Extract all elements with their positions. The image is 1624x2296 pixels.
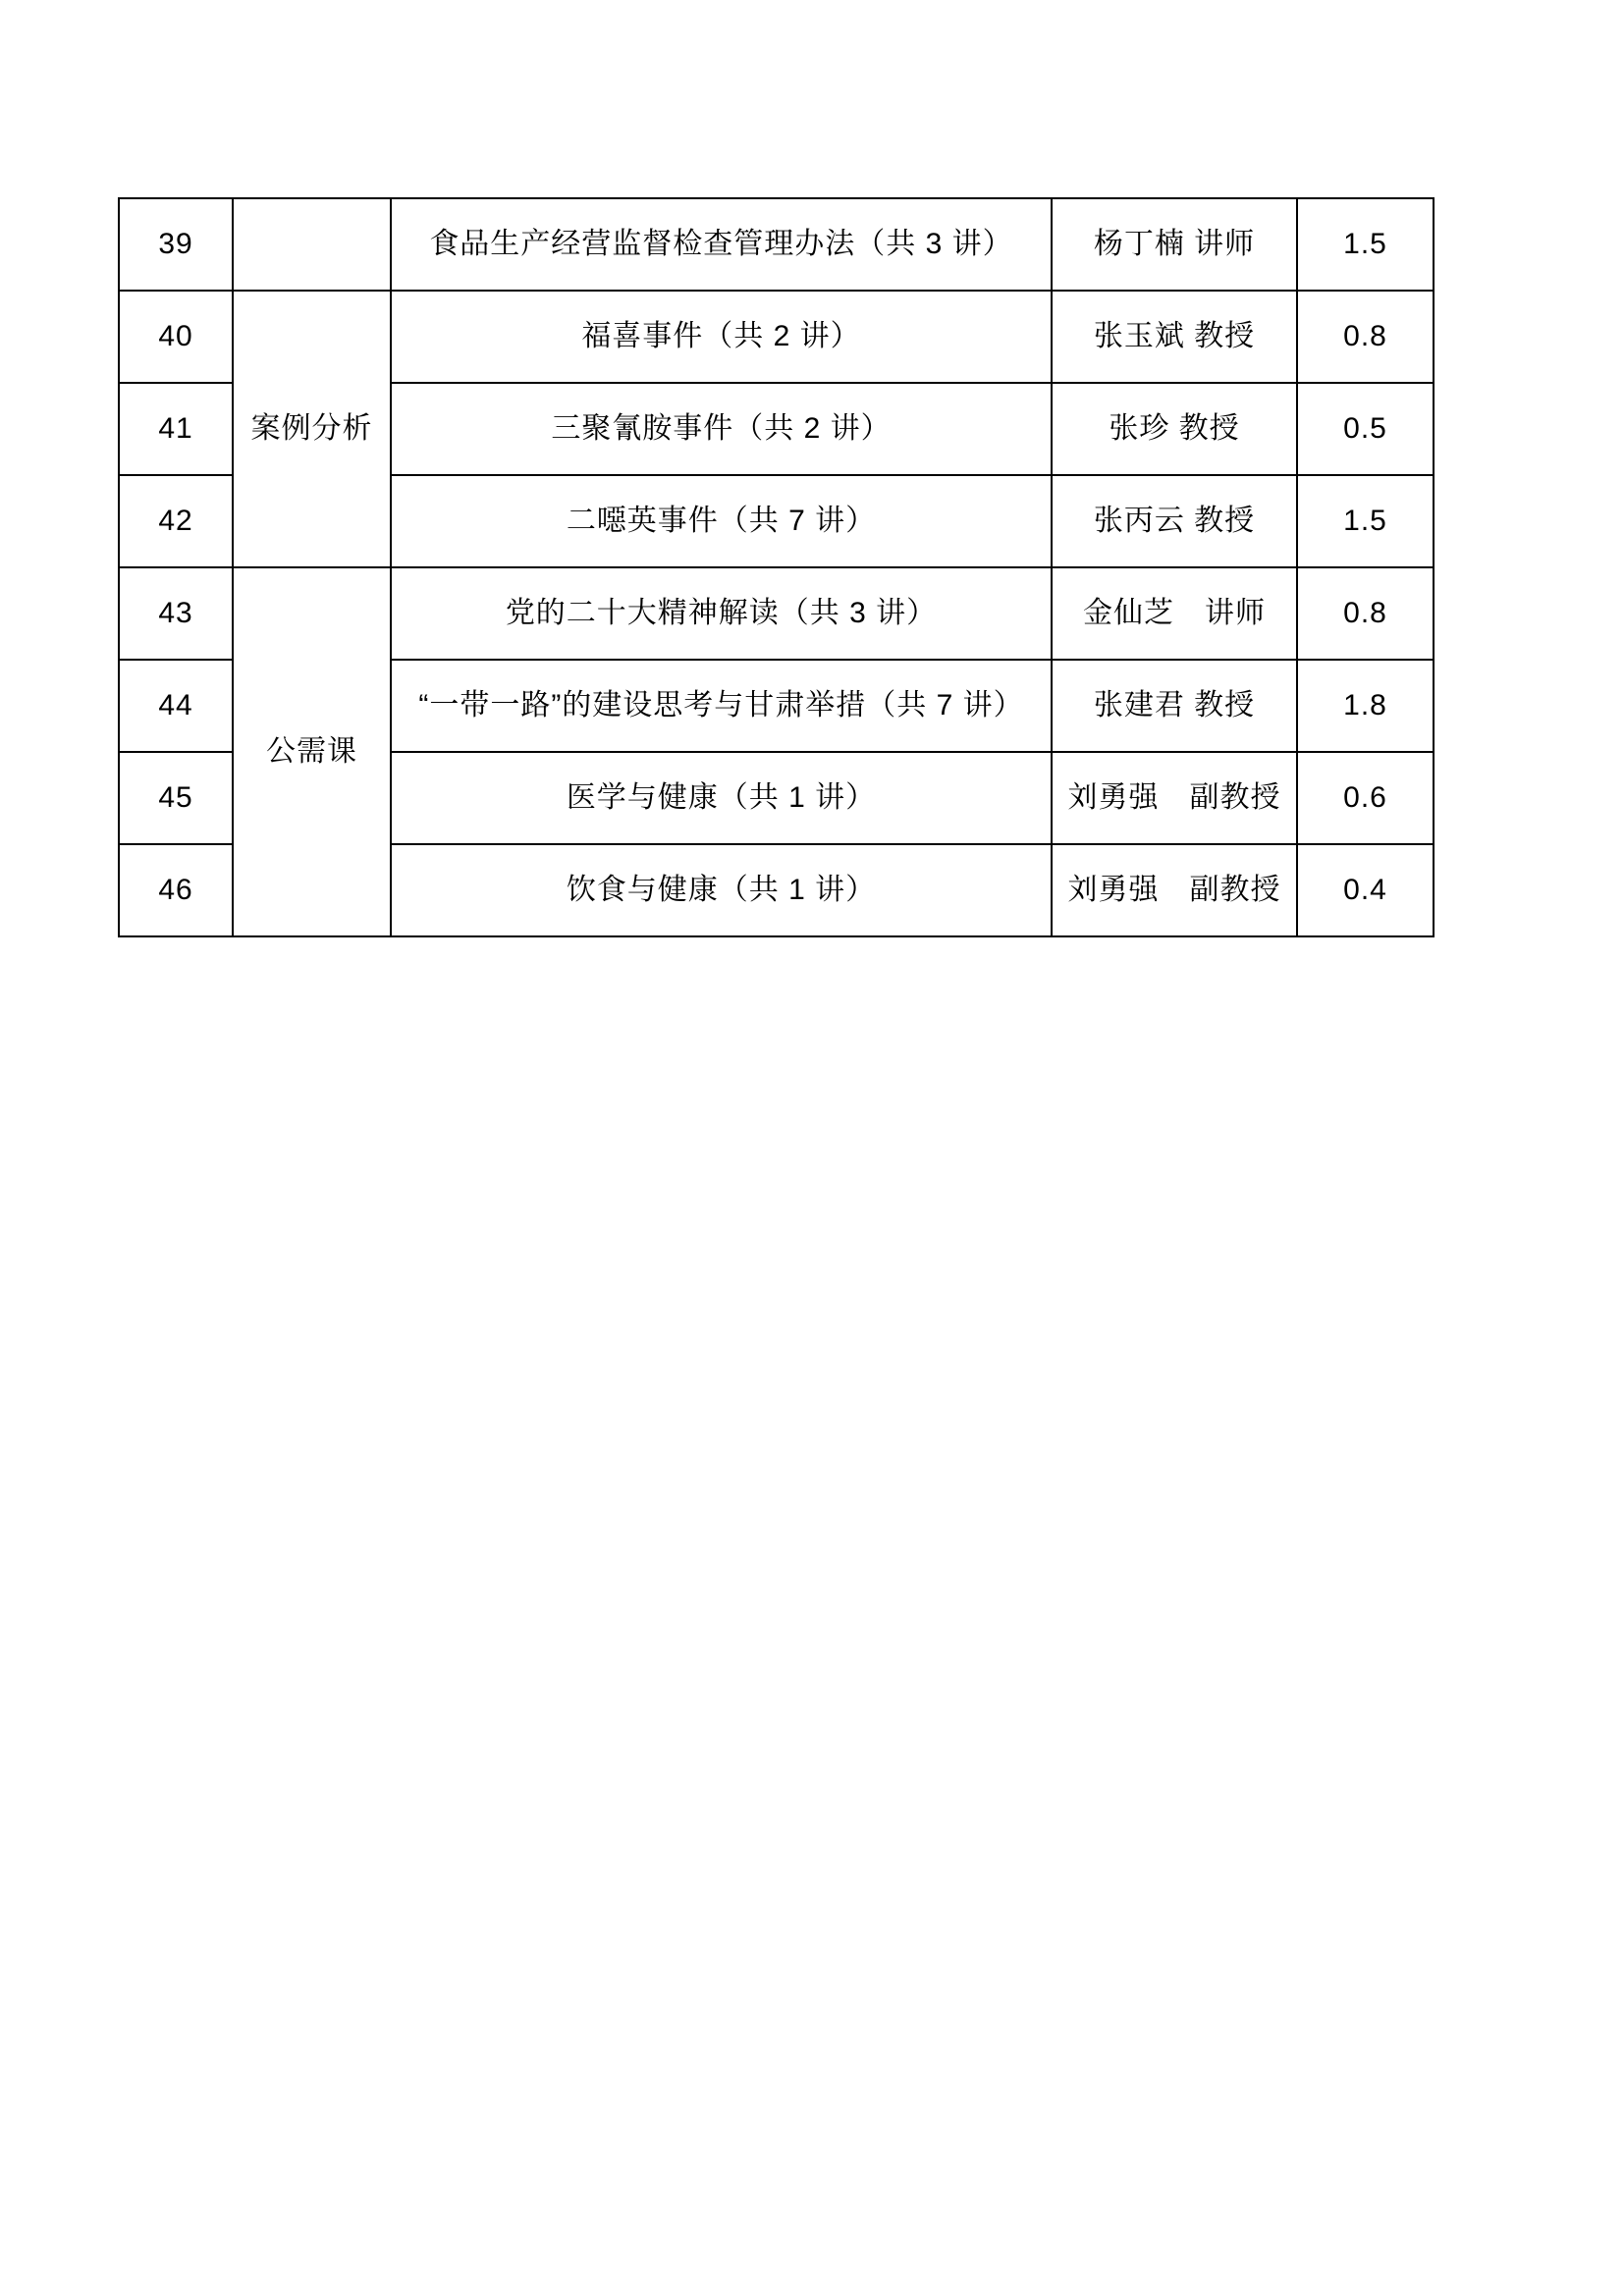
category-cell: [233, 198, 391, 291]
row-number-cell: 46: [119, 844, 233, 936]
instructor-cell: 张建君 教授: [1052, 660, 1297, 752]
row-number-cell: 45: [119, 752, 233, 844]
credit-cell: 1.5: [1297, 198, 1434, 291]
instructor-cell: 张玉斌 教授: [1052, 291, 1297, 383]
credit-cell: 1.5: [1297, 475, 1434, 567]
instructor-cell: 刘勇强 副教授: [1052, 844, 1297, 936]
course-cell: 三聚氰胺事件（共 2 讲）: [391, 383, 1052, 475]
instructor-cell: 张丙云 教授: [1052, 475, 1297, 567]
row-number-cell: 42: [119, 475, 233, 567]
course-cell: 福喜事件（共 2 讲）: [391, 291, 1052, 383]
course-cell: 食品生产经营监督检查管理办法（共 3 讲）: [391, 198, 1052, 291]
course-cell: “一带一路”的建设思考与甘肃举措（共 7 讲）: [391, 660, 1052, 752]
course-cell: 二噁英事件（共 7 讲）: [391, 475, 1052, 567]
instructor-cell: 张珍 教授: [1052, 383, 1297, 475]
credit-cell: 0.8: [1297, 567, 1434, 660]
table-row: [119, 291, 1434, 383]
instructor-cell: 刘勇强 副教授: [1052, 752, 1297, 844]
credit-cell: 1.8: [1297, 660, 1434, 752]
row-number-cell: 39: [119, 198, 233, 291]
instructor-cell: 金仙芝 讲师: [1052, 567, 1297, 660]
credit-cell: 0.6: [1297, 752, 1434, 844]
course-cell: 医学与健康（共 1 讲）: [391, 752, 1052, 844]
credit-cell: 0.5: [1297, 383, 1434, 475]
table-row: [119, 198, 1434, 291]
table-row: [119, 567, 1434, 660]
instructor-cell: 杨丁楠 讲师: [1052, 198, 1297, 291]
course-cell: 饮食与健康（共 1 讲）: [391, 844, 1052, 936]
credit-cell: 0.8: [1297, 291, 1434, 383]
credit-cell: 0.4: [1297, 844, 1434, 936]
row-number-cell: 41: [119, 383, 233, 475]
row-number-cell: 43: [119, 567, 233, 660]
category-cell: 公需课: [233, 567, 391, 936]
course-cell: 党的二十大精神解读（共 3 讲）: [391, 567, 1052, 660]
row-number-cell: 44: [119, 660, 233, 752]
course-table: [118, 197, 1435, 937]
category-cell: 案例分析: [233, 291, 391, 567]
row-number-cell: 40: [119, 291, 233, 383]
